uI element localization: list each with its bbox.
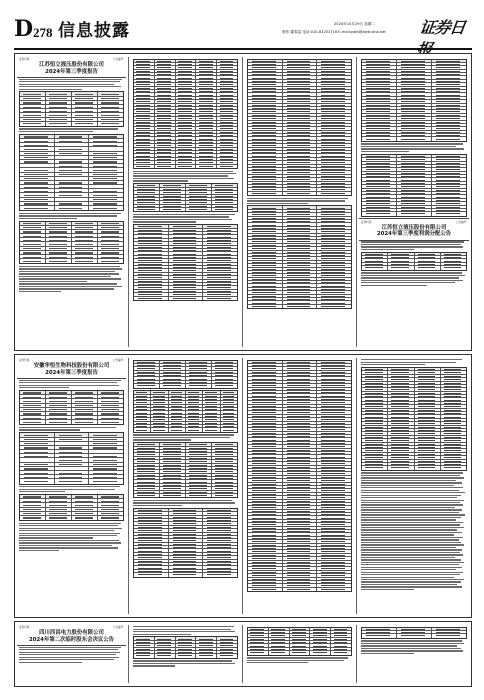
data-table xyxy=(133,183,238,212)
column-1 xyxy=(17,57,126,347)
announcement-header xyxy=(17,358,126,377)
report-title: 2024年第三季度报告 xyxy=(45,68,98,75)
data-table xyxy=(19,390,124,426)
data-table xyxy=(133,224,238,301)
column-divider xyxy=(242,358,243,614)
column-3 xyxy=(245,358,354,614)
notice-number-label: 公告编号: xyxy=(455,220,467,224)
report-title: 2024年第三季度报告 xyxy=(45,369,98,376)
company-name: 四川西昌电力股份有限公司 xyxy=(39,630,104,637)
announcement-block-2 xyxy=(14,354,472,618)
column-2 xyxy=(131,625,240,683)
data-table xyxy=(361,59,467,142)
newspaper-logo: 证券日报 xyxy=(418,18,466,37)
data-table xyxy=(133,508,238,578)
report-title: 2024年第二次临时股东会决议公告 xyxy=(28,636,115,643)
column-divider xyxy=(128,625,129,683)
data-table xyxy=(361,252,467,271)
data-table xyxy=(361,627,467,639)
page-number: 278 xyxy=(33,25,53,40)
column-divider xyxy=(128,57,129,347)
data-table xyxy=(19,91,124,127)
data-table xyxy=(247,627,352,656)
masthead-rule xyxy=(14,48,472,50)
data-table xyxy=(19,432,124,484)
announcement-block-3 xyxy=(14,621,472,687)
announcement-header xyxy=(359,220,469,239)
data-table xyxy=(19,221,124,265)
column-2 xyxy=(131,358,240,614)
company-name: 江苏恒立液压股份有限公司 xyxy=(39,62,104,69)
column-divider xyxy=(242,57,243,347)
data-table xyxy=(19,134,124,211)
column-1 xyxy=(17,358,126,614)
column-3 xyxy=(245,57,354,347)
column-3 xyxy=(245,625,354,683)
notice-number-label: 公告编号: xyxy=(112,626,124,629)
column-4 xyxy=(359,358,469,614)
data-table xyxy=(133,636,238,658)
body-text xyxy=(19,79,124,90)
data-table xyxy=(361,154,467,217)
stock-code-label: 证券代码: xyxy=(361,220,373,224)
announcement-block-1 xyxy=(14,53,472,351)
date-line: 2024年10月29日 星期二 xyxy=(334,22,375,26)
data-table xyxy=(133,390,238,433)
data-table xyxy=(19,494,124,521)
announcement-header xyxy=(17,625,126,644)
stock-code-label: 证券代码: xyxy=(19,58,31,61)
page-letter: D xyxy=(14,16,34,42)
data-table xyxy=(361,367,467,471)
column-divider xyxy=(356,625,357,683)
notice-number-label: 公告编号: xyxy=(112,58,124,61)
column-divider xyxy=(128,358,129,614)
data-table xyxy=(247,360,352,593)
column-divider xyxy=(242,625,243,683)
column-divider xyxy=(356,358,357,614)
column-1 xyxy=(17,625,126,683)
report-title: 2024年第三季度利润分配公告 xyxy=(376,231,452,238)
stock-code-label: 证券代码: xyxy=(19,626,31,629)
company-name: 江苏恒立液压股份有限公司 xyxy=(381,224,447,231)
data-table xyxy=(133,59,238,170)
column-divider xyxy=(356,57,357,347)
data-table xyxy=(133,442,238,498)
column-4 xyxy=(359,57,469,347)
editor-line: 制作:董春雷 电话:010-83251716 E-mail:zqrb@zqrb.sina.net xyxy=(282,30,386,34)
data-table xyxy=(247,205,352,309)
section-title: 信息披露 xyxy=(58,21,130,41)
data-table xyxy=(133,360,238,389)
notice-number-label: 公告编号: xyxy=(112,359,124,362)
data-table xyxy=(247,59,352,197)
announcement-header xyxy=(17,57,126,76)
column-4 xyxy=(359,625,469,683)
company-name: 安徽华恒生物科技股份有限公司 xyxy=(33,363,110,370)
column-2 xyxy=(131,57,240,347)
stock-code-label: 证券代码: xyxy=(19,359,31,362)
masthead xyxy=(14,16,472,46)
